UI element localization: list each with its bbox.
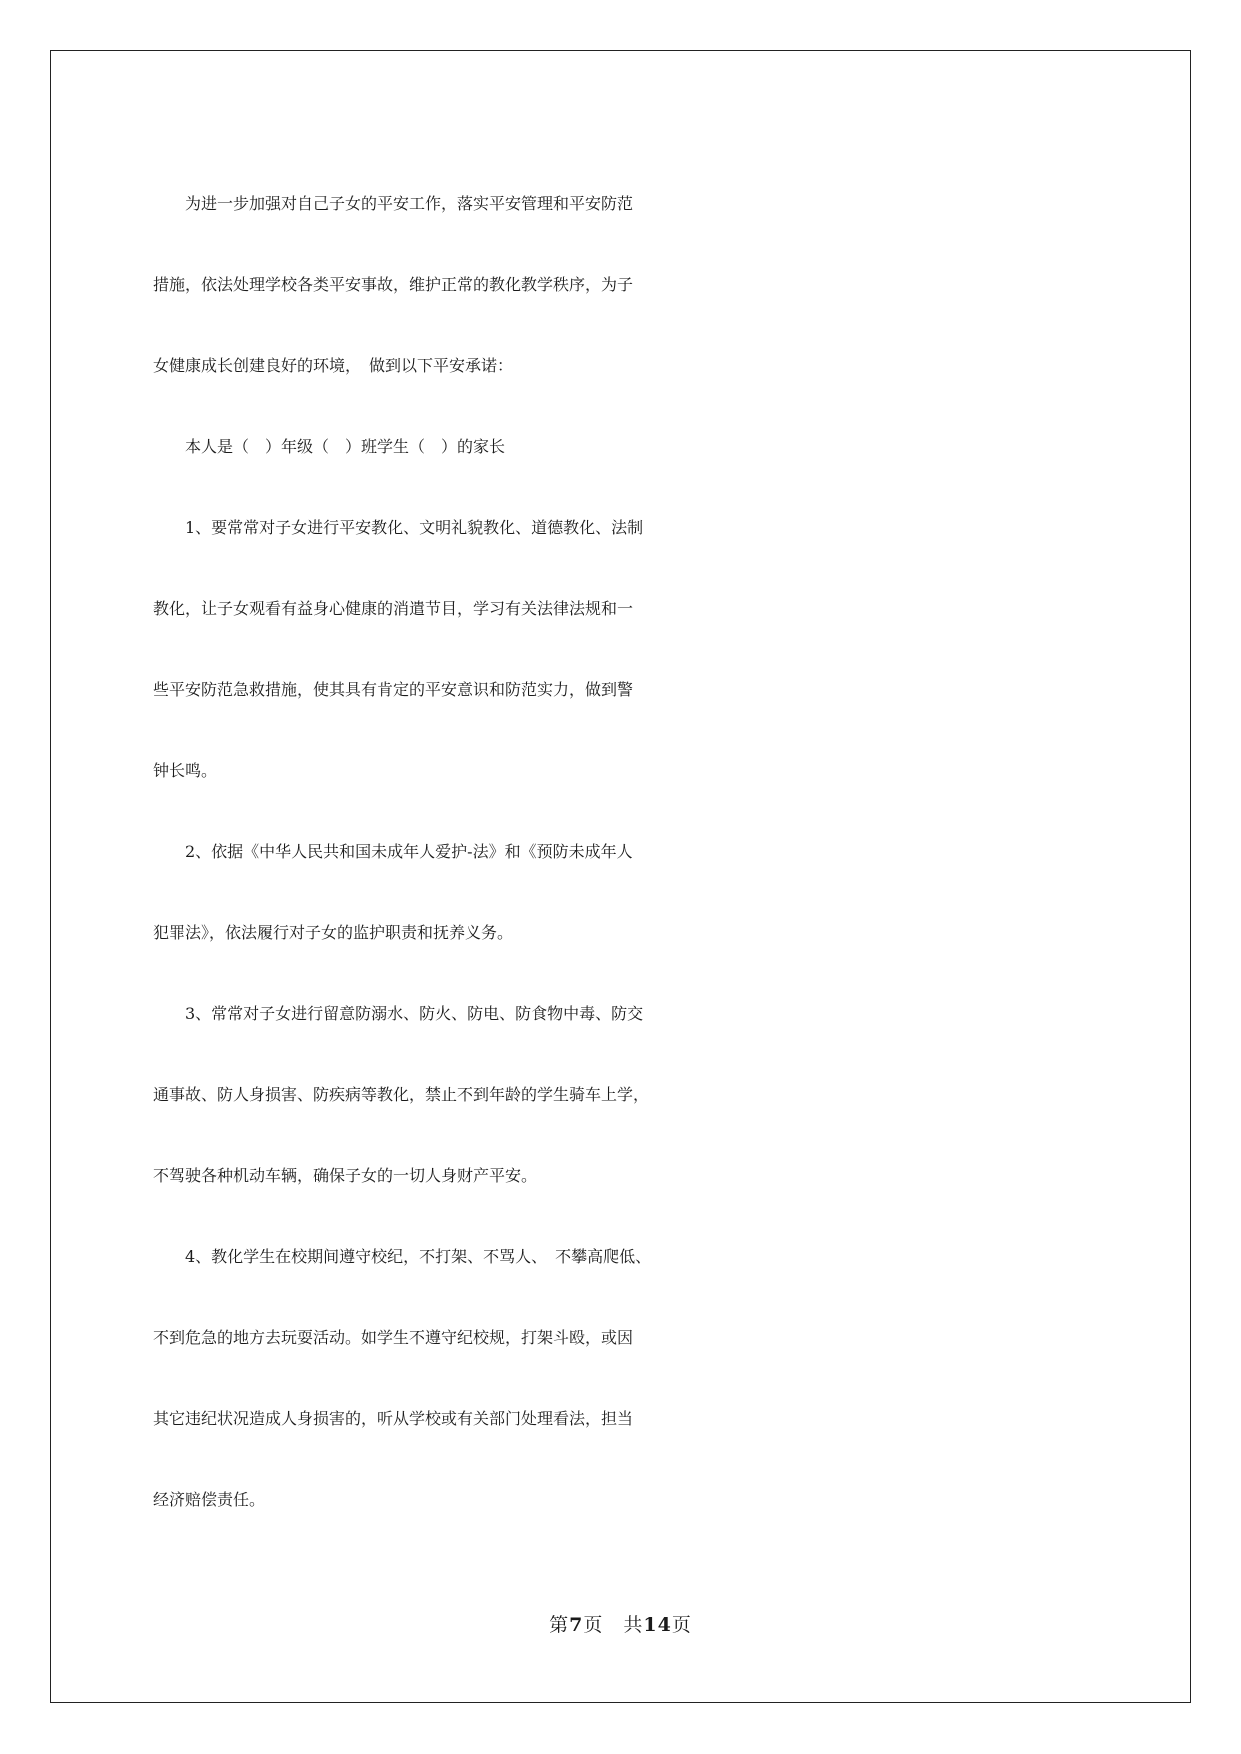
text-line: 教化，让子女观看有益身心健康的消遣节目，学习有关法律法规和一 bbox=[153, 599, 634, 618]
text-line: 些平安防范急救措施，使其具有肯定的平安意识和防范实力，做到警 bbox=[153, 680, 634, 699]
text-line: 钟长鸣。 bbox=[153, 761, 218, 780]
document-body bbox=[153, 163, 1093, 1540]
text-line: 2、依据《中华人民共和国未成年人爱护-法》和《预防未成年人 bbox=[153, 842, 633, 861]
text-line: 其它违纪状况造成人身损害的，听从学校或有关部门处理看法，担当 bbox=[153, 1409, 634, 1428]
page-prefix: 第 bbox=[549, 1614, 570, 1636]
text-line: 女健康成长创建良好的环境， 做到以下平安承诺： bbox=[153, 356, 514, 375]
text-line: 犯罪法》，依法履行对子女的监护职责和抚养义务。 bbox=[153, 923, 514, 942]
text-line: 3、常常对子女进行留意防溺水、防火、防电、防食物中毒、防交 bbox=[153, 1004, 644, 1023]
total-suffix: 页 bbox=[671, 1614, 692, 1636]
text-line: 措施，依法处理学校各类平安事故，维护正常的教化教学秩序，为子 bbox=[153, 275, 634, 294]
text-line: 不驾驶各种机动车辆，确保子女的一切人身财产平安。 bbox=[153, 1166, 538, 1185]
page-mid: 页 bbox=[583, 1614, 604, 1636]
text-line: 通事故、防人身损害、防疾病等教化，禁止不到年龄的学生骑车上学， bbox=[153, 1085, 650, 1104]
text-line: 为进一步加强对自己子女的平安工作，落实平安管理和平安防范 bbox=[153, 194, 634, 213]
page-current: 7 bbox=[569, 1614, 584, 1636]
page-total: 14 bbox=[643, 1614, 672, 1636]
text-line: 经济赔偿责任。 bbox=[153, 1490, 266, 1509]
text-line: 1、要常常对子女进行平安教化、文明礼貌教化、道德教化、法制 bbox=[153, 518, 644, 537]
text-line: 不到危急的地方去玩耍活动。如学生不遵守纪校规，打架斗殴，或因 bbox=[153, 1328, 634, 1347]
text-line: 4、教化学生在校期间遵守校纪，不打架、不骂人、 不攀高爬低、 bbox=[153, 1247, 652, 1266]
text-line: 本人是（ ）年级（ ）班学生（ ）的家长 bbox=[153, 437, 506, 456]
total-prefix: 共 bbox=[623, 1614, 644, 1636]
page-footer bbox=[0, 1610, 1241, 1637]
